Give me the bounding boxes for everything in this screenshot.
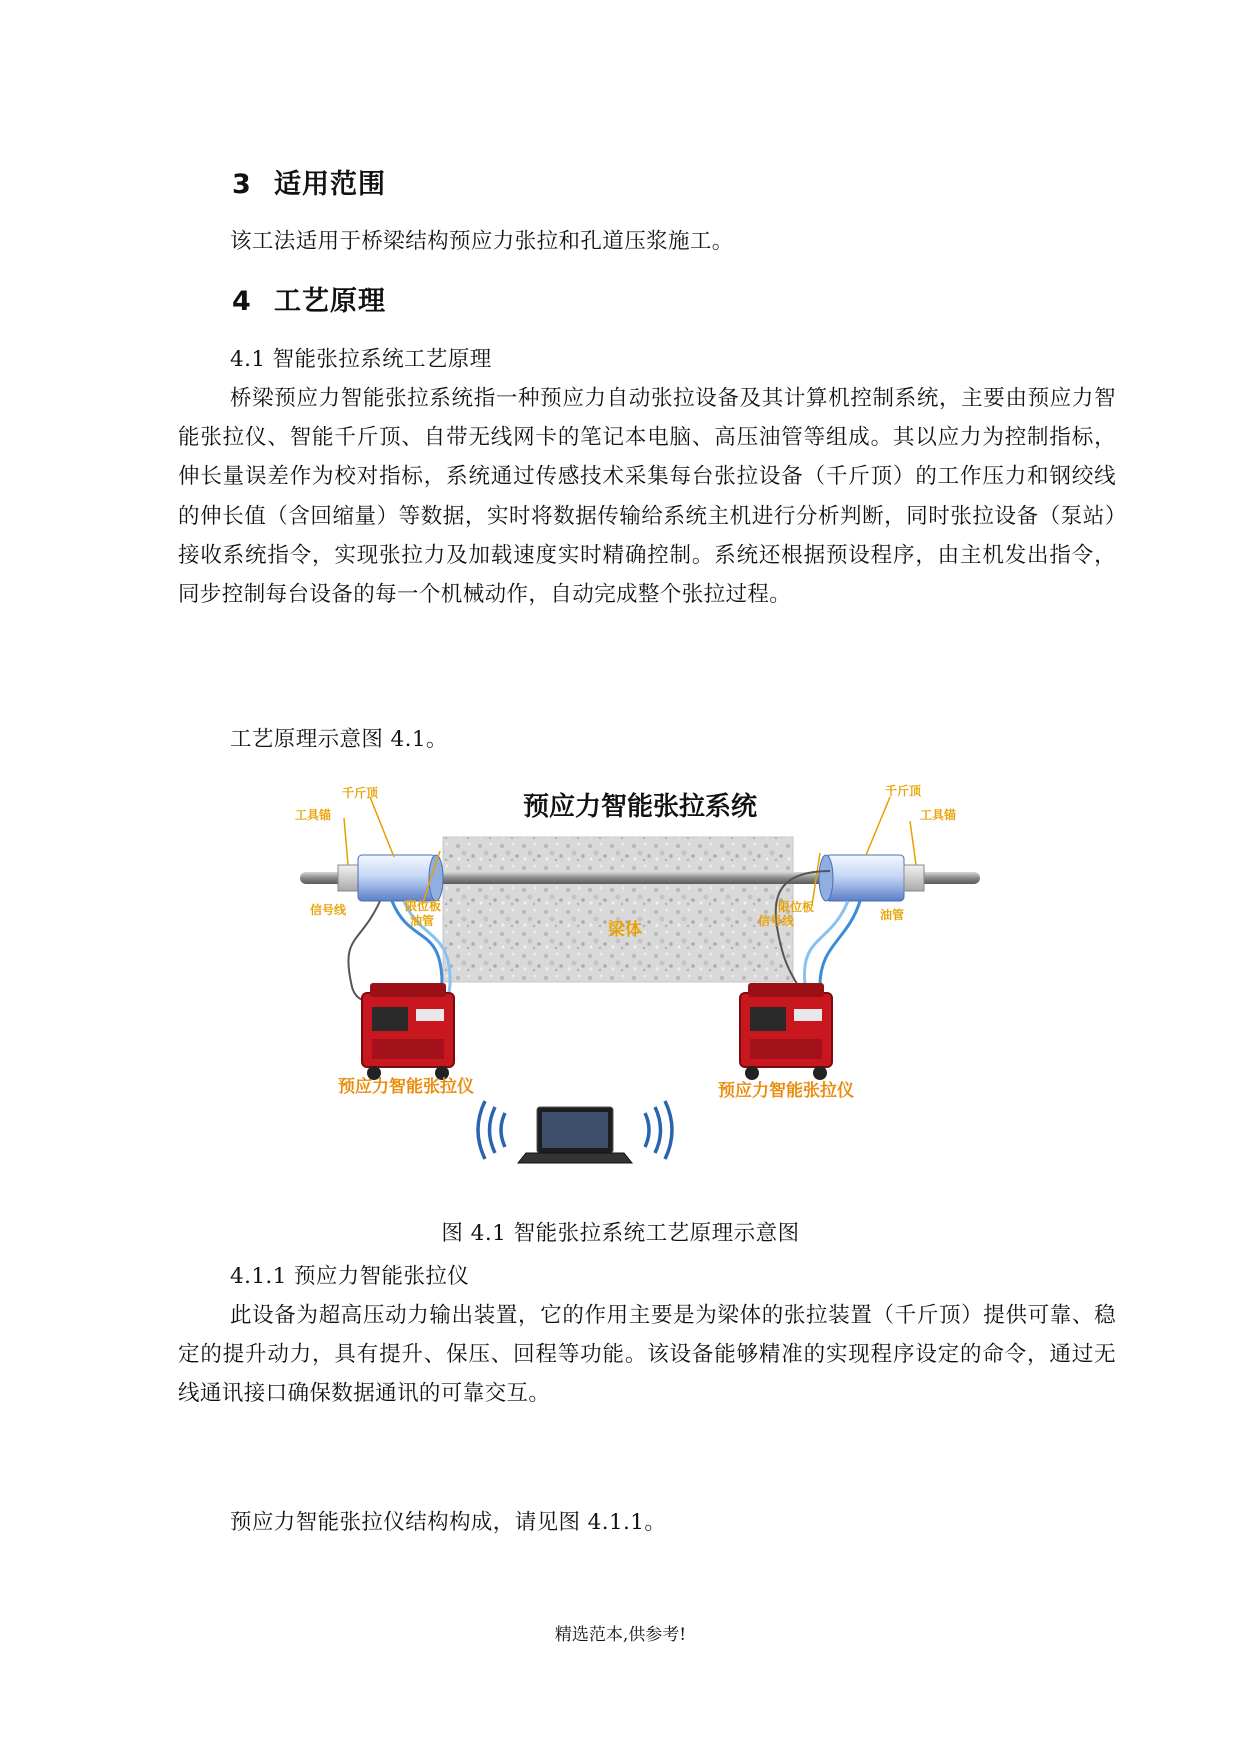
label-jack-right: 千斤顶 bbox=[885, 784, 922, 798]
figure-title: 预应力智能张拉系统 bbox=[522, 792, 758, 822]
label-jack-left: 千斤顶 bbox=[342, 786, 379, 800]
section-4-number: 4 bbox=[232, 286, 252, 317]
figure-4-1-diagram bbox=[295, 775, 980, 1195]
subsection-4-1-1-heading: 4.1.1 预应力智能张拉仪 bbox=[230, 1264, 470, 1289]
beam-body bbox=[443, 837, 793, 982]
label-beam: 梁体 bbox=[608, 920, 642, 940]
label-signal-left: 信号线 bbox=[310, 903, 347, 917]
section-3-heading bbox=[232, 162, 386, 201]
left-jack bbox=[358, 855, 436, 901]
left-tool-anchor bbox=[338, 865, 358, 891]
laptop-icon bbox=[518, 1107, 632, 1163]
section-3-number: 3 bbox=[232, 169, 252, 200]
label-signal-right: 信号线 bbox=[758, 914, 795, 928]
label-device-left: 预应力智能张拉仪 bbox=[338, 1077, 474, 1097]
section-4-title: 工艺原理 bbox=[274, 286, 386, 317]
label-oil-left: 油管 bbox=[410, 914, 435, 928]
right-jack bbox=[826, 855, 904, 901]
subsection-4-1-heading: 4.1 智能张拉系统工艺原理 bbox=[230, 347, 492, 372]
right-tensioning-device bbox=[740, 983, 832, 1080]
label-limit-left: 限位板 bbox=[405, 899, 442, 913]
paragraph-4-1: 桥梁预应力智能张拉系统指一种预应力自动张拉设备及其计算机控制系统，主要由预应力智能张拉仪、智能千斤顶、自带无线网卡的笔记本电脑、高压油管等组成。其以应力为控制指标，伸长量误差作为校对指标，系统通过传感技术采集每台张拉设备（千斤顶）的工作压力和钢绞线的伸长值（含回缩量）等数据，实时将数据传输给系统主机进行分析判断，同时张拉设备（泵站）接收系统指令，实现张拉力及加载速度实时精确控制。系统还根据预设程序，由主机发出指令，同步控制每台设备的每一个机械动作，自动完成整个张拉过程。 bbox=[178, 386, 1116, 608]
label-anchor-left: 工具锚 bbox=[295, 808, 332, 822]
paragraph-4-1-1: 此设备为超高压动力输出装置，它的作用主要是为梁体的张拉装置（千斤顶）提供可靠、稳定的提升动力，具有提升、保压、回程等功能。该设备能够精准的实现程序设定的命令，通过无线通讯接口确保数据通讯的可靠交互。 bbox=[178, 1303, 1116, 1407]
label-oil-right: 油管 bbox=[880, 908, 905, 922]
section-3-title: 适用范围 bbox=[274, 169, 386, 200]
figure-4-1 bbox=[295, 775, 980, 1195]
structure-reference: 预应力智能张拉仪结构构成，请见图 4.1.1。 bbox=[230, 1510, 667, 1535]
label-anchor-right: 工具锚 bbox=[920, 808, 957, 822]
label-device-right: 预应力智能张拉仪 bbox=[718, 1081, 854, 1101]
figure-reference: 工艺原理示意图 4.1。 bbox=[230, 727, 448, 752]
page-footer: 精选范本,供参考! bbox=[554, 1625, 687, 1645]
section-4-heading bbox=[232, 279, 386, 318]
label-limit-right: 限位板 bbox=[778, 900, 815, 914]
section-3-body: 该工法适用于桥梁结构预应力张拉和孔道压浆施工。 bbox=[230, 229, 734, 254]
right-tool-anchor bbox=[904, 865, 924, 891]
figure-caption: 图 4.1 智能张拉系统工艺原理示意图 bbox=[441, 1221, 800, 1246]
left-tensioning-device bbox=[362, 983, 454, 1080]
